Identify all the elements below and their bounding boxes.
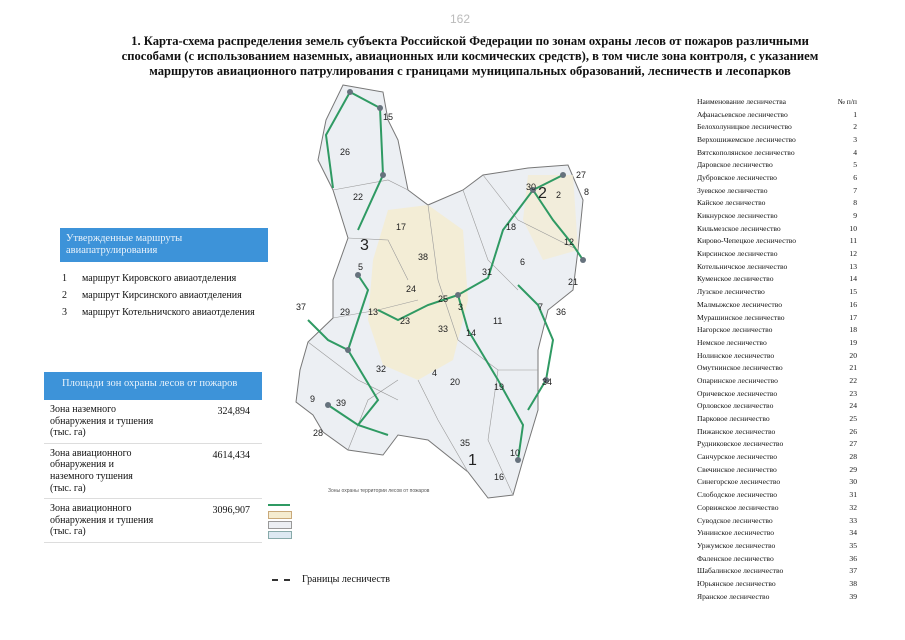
district-27: 27 — [576, 170, 587, 180]
forestry-number: 12 — [849, 249, 857, 259]
district-11: 11 — [493, 316, 503, 326]
table-row — [697, 285, 857, 298]
forestry-name: Зуевское лесничество — [697, 185, 768, 195]
district-16: 16 — [494, 472, 505, 482]
forestry-number: 37 — [849, 566, 857, 576]
forestry-name: Суводское лесничество — [697, 515, 773, 525]
table-row — [697, 552, 857, 565]
table-row — [697, 133, 857, 146]
forestry-number: 33 — [849, 515, 857, 525]
table-row — [697, 209, 857, 222]
map-legend-title: Зоны охраны территории лесов от пожаров — [328, 488, 430, 494]
forestry-name: Котельничское лесничество — [697, 261, 788, 271]
forestry-name: Орловское лесничество — [697, 401, 774, 411]
forestry-name: Нолинское лесничество — [697, 350, 775, 360]
forestry-number: 19 — [849, 337, 857, 347]
forestry-name: Вятскополянское лесничество — [697, 147, 795, 157]
forestry-number: 2 — [853, 122, 857, 132]
forestry-name: Юрьянское лесничество — [697, 578, 776, 588]
forestry-number: 20 — [849, 350, 857, 360]
forestry-name: Куменское лесничество — [697, 274, 774, 284]
table-row — [697, 400, 857, 413]
zone-value: 324,894 — [217, 406, 250, 417]
forestry-number: 13 — [849, 261, 857, 271]
table-row — [697, 412, 857, 425]
table-row — [697, 298, 857, 311]
zone-row — [44, 400, 262, 444]
table-row — [697, 374, 857, 387]
forestry-number: 22 — [849, 375, 857, 385]
forestry-name: Оричевское лесничество — [697, 388, 778, 398]
forestry-name: Фаленское лесничество — [697, 553, 774, 563]
table-row — [697, 273, 857, 286]
table-row — [697, 311, 857, 324]
header-no: № п/п — [837, 96, 857, 106]
forestry-name: Белохолуницкое лесничество — [697, 122, 792, 132]
district-25: 25 — [438, 294, 449, 304]
table-row — [697, 197, 857, 210]
district-33: 33 — [438, 324, 449, 334]
district-7: 7 — [538, 302, 544, 312]
zones-panel — [44, 372, 262, 543]
district-23: 23 — [400, 316, 411, 326]
table-row — [697, 387, 857, 400]
forestry-name: Кирово-Чепецкое лесничество — [697, 236, 797, 246]
district-9: 9 — [310, 394, 316, 404]
forestry-number: 25 — [849, 414, 857, 424]
district-19: 19 — [494, 382, 505, 392]
forestry-name: Дубровское лесничество — [697, 172, 777, 182]
forestry-number: 16 — [849, 299, 857, 309]
forestry-number: 18 — [849, 325, 857, 335]
district-22: 22 — [353, 192, 364, 202]
district-26: 26 — [340, 147, 351, 157]
route-item — [60, 304, 268, 321]
route-label: маршрут Котельничского авиаотделения — [82, 307, 255, 318]
table-row — [697, 146, 857, 159]
zone-row — [44, 499, 262, 543]
forestry-number: 36 — [849, 553, 857, 563]
page-title: 1. Карта-схема распределения земель субъекта Российской Федерации по зонам охраны лесов от пожаров различными способами (с использованием наземных, авиационных или космических средств), в том числе зона контроля, с указанием маршрутов авиационного патрулирования с границами муниципальных образований, лесничеств и лесопарков — [121, 34, 819, 78]
forestry-number: 10 — [849, 223, 857, 233]
forestry-number: 23 — [849, 388, 857, 398]
forestry-name: Кикнурское лесничество — [697, 211, 778, 221]
route-number: 2 — [62, 290, 67, 301]
forestry-number: 29 — [849, 464, 857, 474]
district-37: 37 — [296, 302, 307, 312]
table-header — [697, 95, 857, 108]
forestry-name: Лузское лесничество — [697, 287, 765, 297]
forestry-name: Уржумское лесничество — [697, 540, 776, 550]
table-row — [697, 235, 857, 248]
legend-route — [268, 500, 578, 510]
table-row — [697, 120, 857, 133]
forestry-number: 3 — [853, 134, 857, 144]
forestry-name: Парковое лесничество — [697, 414, 770, 424]
table-row — [697, 577, 857, 590]
forestry-number: 31 — [849, 490, 857, 500]
district-24: 24 — [406, 284, 417, 294]
forestry-name: Пижанское лесничество — [697, 426, 776, 436]
district-15: 15 — [383, 112, 394, 122]
routes-panel-header: Утвержденные маршруты авиапатрулирования — [60, 228, 268, 262]
dash-icon — [272, 579, 290, 581]
table-row — [697, 425, 857, 438]
route-item — [60, 270, 268, 287]
forestry-name: Кирсинское лесничество — [697, 249, 778, 259]
table-row — [697, 260, 857, 273]
forestry-name: Слободское лесничество — [697, 490, 778, 500]
region-map — [288, 80, 588, 500]
table-row — [697, 539, 857, 552]
forestry-name: Омутнинское лесничество — [697, 363, 783, 373]
forestry-number: 24 — [849, 401, 857, 411]
district-2: 2 — [556, 190, 562, 200]
district-10: 10 — [510, 448, 521, 458]
forestry-number: 30 — [849, 477, 857, 487]
forestry-number: 32 — [849, 502, 857, 512]
forestry-number: 26 — [849, 426, 857, 436]
table-row — [697, 438, 857, 451]
forestry-name: Кайское лесничество — [697, 198, 766, 208]
district-29: 29 — [340, 307, 351, 317]
table-row — [697, 349, 857, 362]
table-row — [697, 108, 857, 121]
forestry-number: 1 — [853, 109, 857, 119]
route-number-2: 2 — [538, 185, 547, 202]
district-12: 12 — [564, 237, 575, 247]
forestry-number: 4 — [853, 147, 857, 157]
forestry-table — [697, 95, 857, 603]
table-row — [697, 222, 857, 235]
table-row — [697, 158, 857, 171]
table-row — [697, 463, 857, 476]
district-32: 32 — [376, 364, 387, 374]
forestry-name: Свечинское лесничество — [697, 464, 777, 474]
forestry-number: 28 — [849, 452, 857, 462]
zone-value: 3096,907 — [212, 505, 250, 517]
zone-label: Зона наземного обнаружения и тушения (тыс. га) — [50, 404, 154, 439]
district-17: 17 — [396, 222, 407, 232]
forestry-number: 38 — [849, 578, 857, 588]
zones-panel-header: Площади зон охраны лесов от пожаров — [44, 372, 262, 400]
zone-value: 4614,434 — [212, 449, 250, 461]
forestry-name: Яранское лесничество — [697, 591, 770, 601]
route-item — [60, 287, 268, 304]
table-row — [697, 323, 857, 336]
routes-panel — [60, 228, 268, 321]
route-label: маршрут Кировского авиаотделения — [82, 273, 237, 284]
forestry-number: 27 — [849, 439, 857, 449]
forestry-number: 14 — [849, 274, 857, 284]
forestry-number: 6 — [853, 172, 857, 182]
forestry-number: 8 — [853, 198, 857, 208]
district-35: 35 — [460, 438, 471, 448]
district-21: 21 — [568, 277, 579, 287]
forestry-name: Верхошижемское лесничество — [697, 134, 796, 144]
borders-legend — [272, 574, 390, 585]
district-18: 18 — [506, 222, 517, 232]
forestry-name: Уннинское лесничество — [697, 528, 775, 538]
forestry-name: Шабалинское лесничество — [697, 566, 784, 576]
forestry-name: Синегорское лесничество — [697, 477, 781, 487]
table-row — [697, 564, 857, 577]
route-number: 3 — [62, 307, 67, 318]
zone-label: Зона авиационного обнаружения и тушения (тыс. га) — [50, 503, 154, 538]
table-row — [697, 247, 857, 260]
district-6: 6 — [520, 257, 526, 267]
table-row — [697, 488, 857, 501]
forestry-name: Сорвижское лесничество — [697, 502, 779, 512]
legend-zone-air — [268, 530, 578, 540]
header-name: Наименование лесничества — [697, 96, 786, 106]
table-row — [697, 590, 857, 603]
forestry-number: 5 — [853, 160, 857, 170]
legend-zone-ground — [268, 510, 578, 520]
table-row — [697, 336, 857, 349]
forestry-name: Даровское лесничество — [697, 160, 773, 170]
table-row — [697, 171, 857, 184]
table-row — [697, 476, 857, 489]
forestry-name: Нагорское лесничество — [697, 325, 773, 335]
district-34: 34 — [542, 377, 553, 387]
legend-zone-air-ground — [268, 520, 578, 530]
table-row — [697, 184, 857, 197]
district-4: 4 — [432, 368, 438, 378]
forestry-name: Санчурское лесничество — [697, 452, 777, 462]
district-13: 13 — [368, 307, 379, 317]
forestry-name: Опаринское лесничество — [697, 375, 778, 385]
route-label: маршрут Кирсинского авиаотделения — [82, 290, 242, 301]
route-number-3: 3 — [360, 237, 369, 254]
forestry-number: 39 — [849, 591, 857, 601]
table-row — [697, 514, 857, 527]
map-legend — [268, 488, 578, 540]
forestry-number: 35 — [849, 540, 857, 550]
forestry-name: Кильмезское лесничество — [697, 223, 781, 233]
route-number-1: 1 — [468, 452, 477, 469]
district-36: 36 — [556, 307, 567, 317]
district-20: 20 — [450, 377, 461, 387]
forestry-name: Рудниковское лесничество — [697, 439, 784, 449]
forestry-name: Афанасьевское лесничество — [697, 109, 788, 119]
forestry-name: Мурашинское лесничество — [697, 312, 785, 322]
district-30: 30 — [526, 182, 537, 192]
district-8: 8 — [584, 187, 590, 197]
table-row — [697, 501, 857, 514]
forestry-number: 17 — [849, 312, 857, 322]
forestry-name: Малмыжское лесничество — [697, 299, 783, 309]
district-31: 31 — [482, 267, 493, 277]
district-28: 28 — [313, 428, 324, 438]
district-3: 3 — [458, 302, 464, 312]
page-number: 162 — [449, 12, 471, 26]
borders-label: Границы лесничеств — [302, 574, 390, 585]
district-14: 14 — [466, 328, 477, 338]
forestry-number: 9 — [853, 211, 857, 221]
district-38: 38 — [418, 252, 429, 262]
zone-label: Зона авиационного обнаружения и наземного тушения (тыс. га) — [50, 447, 133, 494]
forestry-name: Немское лесничество — [697, 337, 767, 347]
zone-row — [44, 444, 262, 499]
district-5: 5 — [358, 262, 364, 272]
table-row — [697, 526, 857, 539]
table-row — [697, 361, 857, 374]
forestry-number: 11 — [849, 236, 857, 246]
route-number: 1 — [62, 273, 67, 284]
zone-light — [368, 205, 468, 380]
forestry-number: 34 — [849, 528, 857, 538]
table-row — [697, 450, 857, 463]
forestry-number: 15 — [849, 287, 857, 297]
district-39: 39 — [336, 398, 347, 408]
forestry-number: 21 — [849, 363, 857, 373]
forestry-number: 7 — [853, 185, 857, 195]
